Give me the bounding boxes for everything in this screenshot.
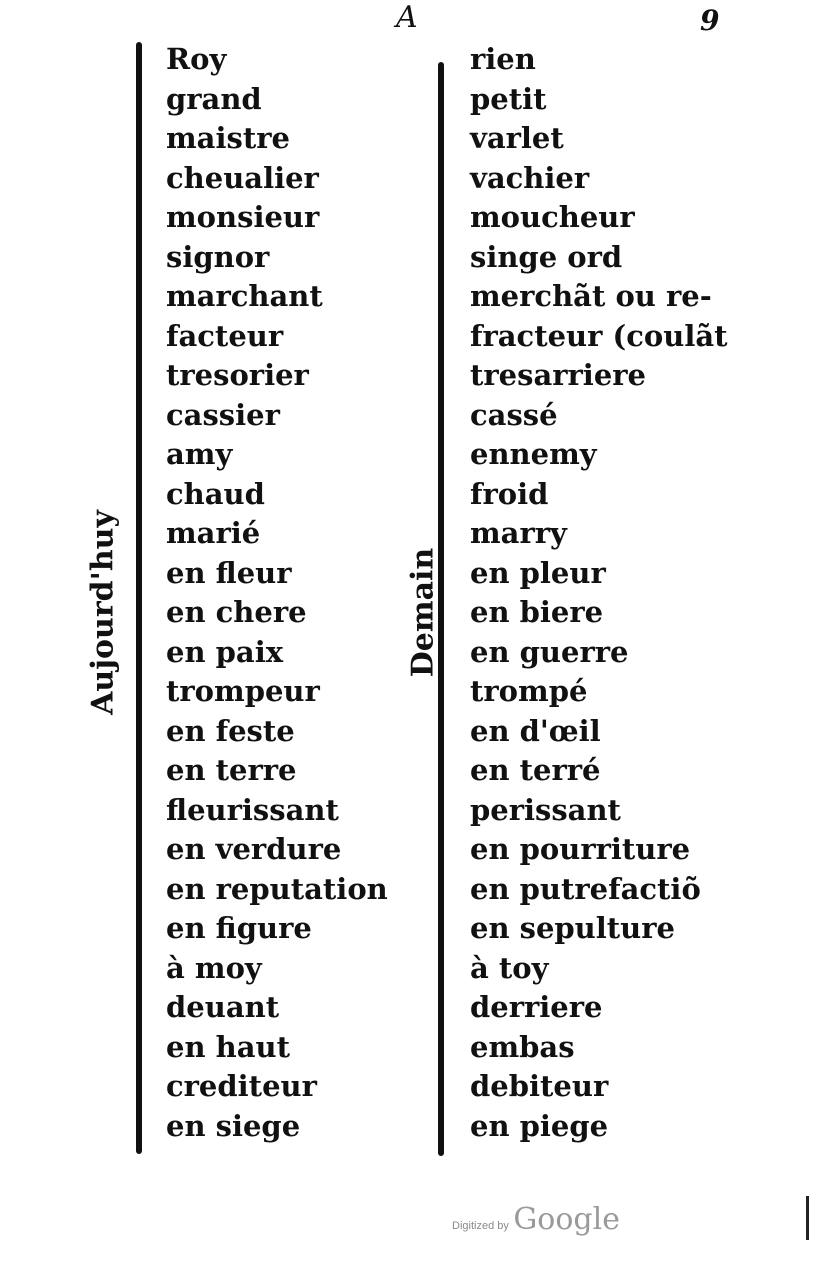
- right-word: en piege: [470, 1108, 609, 1143]
- right-word: froid: [470, 476, 549, 511]
- left-word: chaud: [166, 476, 265, 511]
- right-word: en pleur: [470, 555, 606, 590]
- left-vertical-rule: [136, 42, 142, 1154]
- left-word: cheualier: [166, 160, 319, 195]
- google-logo: Google: [513, 1202, 620, 1237]
- left-word: en fleur: [166, 555, 292, 590]
- left-word: en siege: [166, 1108, 301, 1143]
- right-word: ennemy: [470, 437, 597, 471]
- label-demain: Demain: [405, 547, 441, 678]
- right-word: debiteur: [470, 1069, 609, 1103]
- left-word: en chere: [166, 595, 307, 629]
- left-word: marchant: [166, 279, 323, 313]
- right-word: en sepulture: [470, 911, 675, 945]
- left-word: trompeur: [166, 674, 320, 708]
- left-word: facteur: [166, 318, 284, 353]
- digitized-prefix: Digitized by: [452, 1220, 509, 1232]
- digitized-watermark: [452, 1202, 620, 1237]
- right-word: fracteur (coulãt: [470, 318, 728, 353]
- right-word: tresarriere: [470, 358, 646, 392]
- left-word: en figure: [166, 911, 312, 945]
- left-word: cassier: [166, 397, 280, 432]
- label-aujourdhuy: Aujourd'huy: [85, 510, 121, 715]
- right-word: petit: [470, 81, 547, 116]
- left-word: amy: [166, 437, 233, 471]
- right-word: moucheur: [470, 200, 635, 234]
- left-word: marié: [166, 516, 261, 550]
- left-word: crediteur: [166, 1069, 317, 1103]
- right-word: en terré: [470, 753, 601, 787]
- right-word: marry: [470, 516, 567, 550]
- right-word: varlet: [470, 121, 564, 155]
- left-word: en terre: [166, 753, 297, 787]
- left-word: en reputation: [166, 871, 388, 906]
- signature-mark: A: [396, 0, 418, 35]
- left-word: deuant: [166, 990, 280, 1024]
- left-word: en verdure: [166, 832, 342, 866]
- left-word: grand: [166, 81, 262, 116]
- right-word: en guerre: [470, 634, 629, 669]
- left-word: à moy: [166, 950, 262, 985]
- right-word-column: [470, 40, 728, 1146]
- right-word: singe ord: [470, 239, 623, 274]
- left-word: monsieur: [166, 200, 320, 234]
- left-word-column: [166, 40, 388, 1146]
- right-word: embas: [470, 1029, 575, 1064]
- right-word: rien: [470, 42, 536, 76]
- left-word: fleurissant: [166, 792, 339, 827]
- right-word: perissant: [470, 792, 621, 827]
- left-word: en paix: [166, 634, 284, 669]
- right-word: à toy: [470, 950, 549, 985]
- right-word: en putrefactiõ: [470, 871, 701, 906]
- left-word: en feste: [166, 713, 295, 748]
- left-word: en haut: [166, 1029, 290, 1064]
- right-word: en d'œil: [470, 713, 601, 748]
- right-word: trompé: [470, 674, 588, 708]
- left-word: maistre: [166, 121, 290, 155]
- left-word: signor: [166, 239, 270, 274]
- right-word: en pourriture: [470, 832, 691, 866]
- left-word: Roy: [166, 42, 227, 76]
- right-word: vachier: [470, 160, 590, 195]
- left-word: tresorier: [166, 358, 309, 392]
- page-edge-mark: [806, 1196, 809, 1240]
- right-word: cassé: [470, 397, 558, 432]
- right-word: merchãt ou re-: [470, 279, 712, 313]
- right-word: en biere: [470, 595, 604, 629]
- page-number: 9: [700, 4, 720, 37]
- right-word: derriere: [470, 990, 603, 1024]
